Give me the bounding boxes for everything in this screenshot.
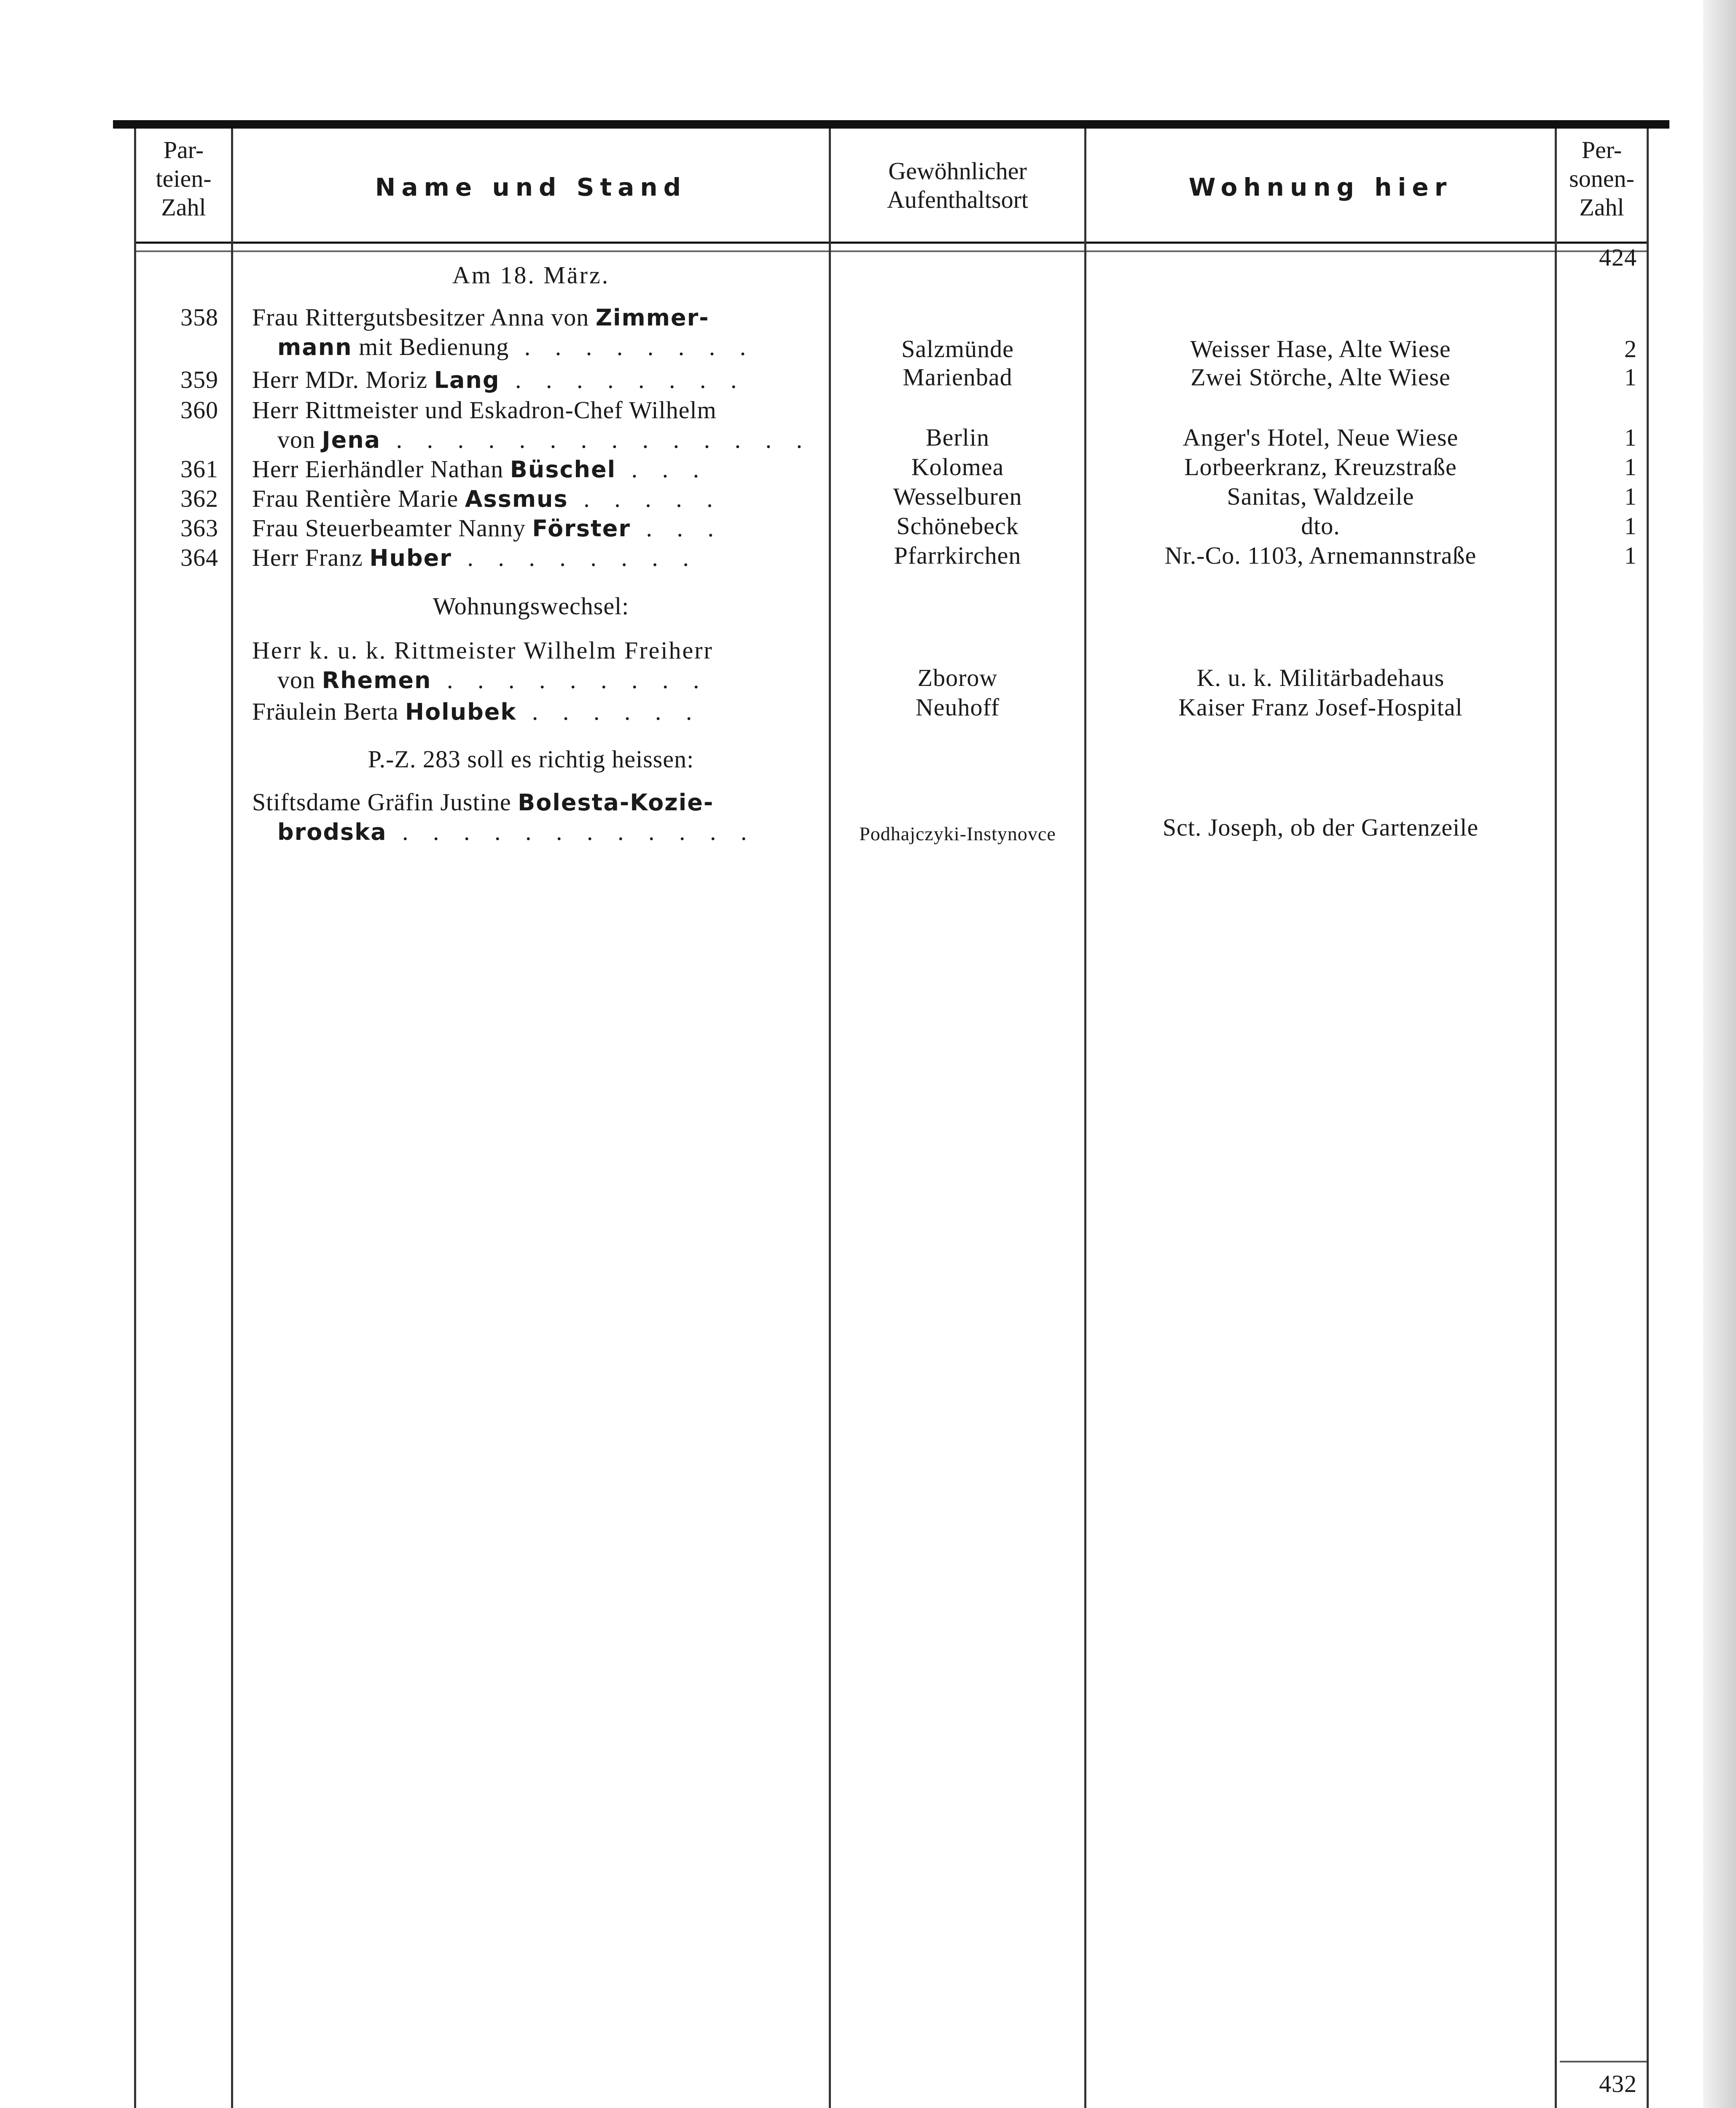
entry-name-line: Frau Rentière Marie Assmus . . . . . bbox=[252, 485, 722, 512]
entry-residence: Zwei Störche, Alte Wiese bbox=[1190, 363, 1451, 391]
entry-name-line: Herr MDr. Moriz Lang . . . . . . . . bbox=[252, 366, 746, 393]
carry-over-count: 424 bbox=[1599, 244, 1637, 271]
entry-residence: Lorbeerkranz, Kreuzstraße bbox=[1184, 453, 1457, 481]
entry-place: Marienbad bbox=[903, 363, 1013, 391]
entry-name-line: mann mit Bedienung . . . . . . . . bbox=[277, 333, 755, 360]
entry-name-line: Frau Rittergutsbesitzer Anna von Zimmer- bbox=[252, 304, 709, 331]
entry-name-line: Herr Eierhändler Nathan Büschel . . . bbox=[252, 455, 709, 483]
correction-residence: Sct. Joseph, ob der Gartenzeile bbox=[1162, 814, 1479, 841]
entry-residence: Nr.-Co. 1103, Arnemannstraße bbox=[1164, 542, 1477, 569]
entry-place: Wesselburen bbox=[893, 483, 1022, 510]
change-place: Zborow bbox=[917, 664, 998, 691]
change-name-line: Herr k. u. k. Rittmeister Wilhelm Freiherr bbox=[252, 637, 713, 664]
header-rule bbox=[134, 242, 1648, 244]
party-number: 362 bbox=[180, 485, 218, 512]
party-number: 360 bbox=[180, 396, 218, 424]
col-divider-1 bbox=[134, 129, 136, 2108]
party-number: 358 bbox=[180, 304, 218, 331]
section-heading-correction: P.-Z. 283 soll es richtig heissen: bbox=[368, 745, 694, 773]
entry-residence: Anger's Hotel, Neue Wiese bbox=[1182, 424, 1459, 451]
change-residence: Kaiser Franz Josef-Hospital bbox=[1178, 694, 1463, 721]
total-count: 432 bbox=[1599, 2070, 1637, 2097]
entry-name-line: von Jena . . . . . . . . . . . . . . bbox=[277, 426, 812, 453]
entry-persons: 1 bbox=[1624, 453, 1637, 481]
party-number: 359 bbox=[180, 366, 218, 393]
entry-persons: 1 bbox=[1624, 363, 1637, 391]
change-name-line: von Rhemen . . . . . . . . . bbox=[277, 666, 709, 694]
header-aufenthaltsort: Gewöhnlicher Aufenthaltsort bbox=[887, 157, 1029, 213]
col-divider-6 bbox=[1647, 129, 1649, 2108]
entry-place: Schönebeck bbox=[896, 512, 1019, 540]
entry-residence: dto. bbox=[1301, 512, 1340, 540]
change-place: Neuhoff bbox=[915, 694, 1000, 721]
header-personen-zahl: Per- sonen- Zahl bbox=[1569, 136, 1634, 221]
party-number: 361 bbox=[180, 455, 218, 483]
header-parteien-zahl: Par- teien- Zahl bbox=[156, 136, 212, 221]
section-heading-wohnungswechsel: Wohnungswechsel: bbox=[433, 592, 629, 620]
entry-residence: Weisser Hase, Alte Wiese bbox=[1190, 335, 1451, 363]
entry-name-line: Herr Rittmeister und Eskadron-Chef Wilhelm bbox=[252, 396, 717, 424]
entry-name-line: Herr Franz Huber . . . . . . . . bbox=[252, 544, 698, 571]
header-rule-2 bbox=[134, 250, 1648, 252]
entry-persons: 1 bbox=[1624, 512, 1637, 540]
date-heading: Am 18. März. bbox=[452, 261, 610, 289]
change-residence: K. u. k. Militärbadehaus bbox=[1196, 664, 1445, 691]
entry-place: Kolomea bbox=[911, 453, 1004, 481]
entry-residence: Sanitas, Waldzeile bbox=[1227, 483, 1414, 510]
entry-place: Berlin bbox=[926, 424, 989, 451]
entry-place: Pfarrkirchen bbox=[894, 542, 1021, 569]
header-name-und-stand: Name und Stand bbox=[375, 173, 687, 202]
correction-name-line: brodska . . . . . . . . . . . . bbox=[277, 818, 756, 845]
entry-place: Salzmünde bbox=[901, 335, 1014, 363]
correction-place: Podhajczyki-Instynovce bbox=[859, 823, 1056, 844]
total-rule bbox=[1560, 2061, 1648, 2062]
party-number: 363 bbox=[180, 514, 218, 542]
correction-name-line: Stiftsdame Gräfin Justine Bolesta-Kozie- bbox=[252, 788, 714, 816]
col-divider-2 bbox=[231, 129, 233, 2108]
header-wohnung-hier: Wohnung hier bbox=[1188, 173, 1453, 202]
entry-name-line: Frau Steuerbeamter Nanny Förster . . . bbox=[252, 514, 723, 542]
entry-persons: 1 bbox=[1624, 424, 1637, 451]
change-name-line: Fräulein Berta Holubek . . . . . . bbox=[252, 698, 701, 725]
entry-persons: 1 bbox=[1624, 483, 1637, 510]
top-rule bbox=[113, 120, 1669, 129]
party-number: 364 bbox=[180, 544, 218, 571]
entry-persons: 2 bbox=[1624, 335, 1637, 363]
entry-persons: 1 bbox=[1624, 542, 1637, 569]
